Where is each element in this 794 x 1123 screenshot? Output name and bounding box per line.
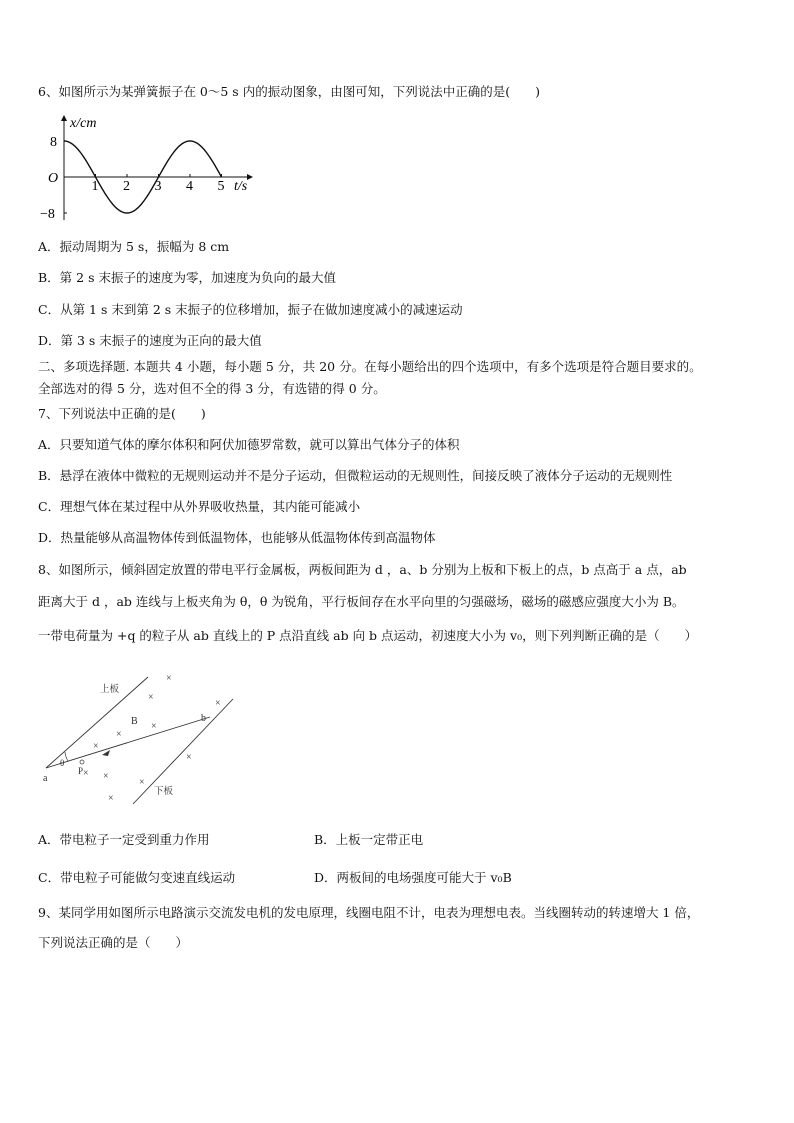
field-cross: × xyxy=(103,771,109,782)
q6-option-b: B．第 2 s 末振子的速度为零，加速度为负向的最大值 xyxy=(38,270,336,285)
q7-option-a: A．只要知道气体的摩尔体积和阿伏加德罗常数，就可以算出气体分子的体积 xyxy=(38,437,460,452)
q6-option-a: A．振动周期为 5 s，振幅为 8 cm xyxy=(38,239,230,254)
field-cross: × xyxy=(186,752,192,763)
x-axis-label: t/s xyxy=(234,179,248,194)
q6-option-d: D．第 3 s 末振子的速度为正向的最大值 xyxy=(38,333,262,348)
label-b: b xyxy=(201,713,206,724)
q7-option-d: D．热量能够从高温物体传到低温物体，也能够从低温物体传到高温物体 xyxy=(38,530,436,545)
x-tick-label: 2 xyxy=(123,179,130,194)
q6-option-c: C．从第 1 s 末到第 2 s 末振子的位移增加，振子在做加速度减小的减速运动 xyxy=(38,302,463,317)
velocity-arrow xyxy=(102,750,110,756)
theta-arc xyxy=(65,752,68,761)
point-p xyxy=(80,760,84,764)
section2-line2: 全部选对的得 5 分，选对但不全的得 3 分，有选错的得 0 分。 xyxy=(38,381,386,396)
x-tick-label: 1 xyxy=(91,179,99,194)
label-a: a xyxy=(43,773,48,784)
field-cross: × xyxy=(148,692,154,703)
label-theta: θ xyxy=(60,758,65,768)
q7-stem: 7、下列说法中正确的是( ) xyxy=(38,406,206,421)
x-tick-label: 5 xyxy=(217,179,225,194)
top-plate-right xyxy=(148,672,213,677)
q8-line1: 8、如图所示，倾斜固定放置的带电平行金属板，两板间距为 d ，a、b 分别为上板和下板上的点，b 点高于 a 点，ab xyxy=(38,562,687,577)
label-field-b: B xyxy=(131,716,138,727)
q9-line1: 9、某同学用如图所示电路演示交流发电机的发电原理，线圈电阻不计，电表为理想电表。当线圈转动的转速增大 1 倍， xyxy=(38,905,700,920)
lower-plate-label: 下板 xyxy=(154,787,174,797)
origin-label: O xyxy=(48,171,59,186)
field-cross: × xyxy=(116,729,122,740)
field-cross: × xyxy=(108,793,114,804)
field-cross: × xyxy=(215,698,221,709)
field-cross: × xyxy=(93,741,99,752)
y-tick-label: 8 xyxy=(50,135,57,150)
q8-plate-diagram xyxy=(38,672,248,807)
q8-line3: 一带电荷量为 +q 的粒子从 ab 直线上的 P 点沿直线 ab 向 b 点运动，初速度大小为 v₀，则下列判断正确的是（ ） xyxy=(38,628,698,643)
q8-line2: 距离大于 d ，ab 连线与上板夹角为 θ，θ 为锐角，平行板间存在水平向里的匀强磁场，磁场的磁感应强度大小为 B。 xyxy=(38,594,685,609)
q8-option-a: A．带电粒子一定受到重力作用 xyxy=(38,832,210,847)
x-tick-label: 4 xyxy=(186,179,193,194)
q8-option-b: B．上板一定带正电 xyxy=(314,832,424,847)
field-cross: × xyxy=(83,768,89,779)
y-axis-label: x/cm xyxy=(70,116,97,131)
field-cross: × xyxy=(166,673,172,684)
q8-option-c: C．带电粒子可能做匀变速直线运动 xyxy=(38,870,236,885)
section2-line1: 二、多项选择题. 本题共 4 小题，每小题 5 分，共 20 分。在每小题给出的四个选项中，有多个选项是符合题目要求的。 xyxy=(38,359,702,374)
field-cross: × xyxy=(139,777,145,788)
q7-option-c: C．理想气体在某过程中从外界吸收热量，其内能可能减小 xyxy=(38,499,361,514)
q6-stem: 6、如图所示为某弹簧振子在 0～5 s 内的振动图象，由图可知，下列说法中正确的是( ) xyxy=(38,84,540,99)
q6-vibration-graph xyxy=(38,110,258,220)
y-tick-label: −8 xyxy=(40,207,55,220)
x-tick-label: 3 xyxy=(154,179,162,194)
q9-line2: 下列说法正确的是（ ） xyxy=(38,935,189,950)
lower-plate xyxy=(133,699,233,804)
q8-option-d: D．两板间的电场强度可能大于 v₀B xyxy=(314,870,512,885)
field-cross: × xyxy=(151,721,157,732)
upper-plate-label: 上板 xyxy=(100,685,120,695)
q7-option-b: B．悬浮在液体中微粒的无规则运动并不是分子运动，但微粒运动的无规则性，间接反映了液体分子运动的无规则性 xyxy=(38,468,673,483)
label-p: P xyxy=(78,766,84,776)
